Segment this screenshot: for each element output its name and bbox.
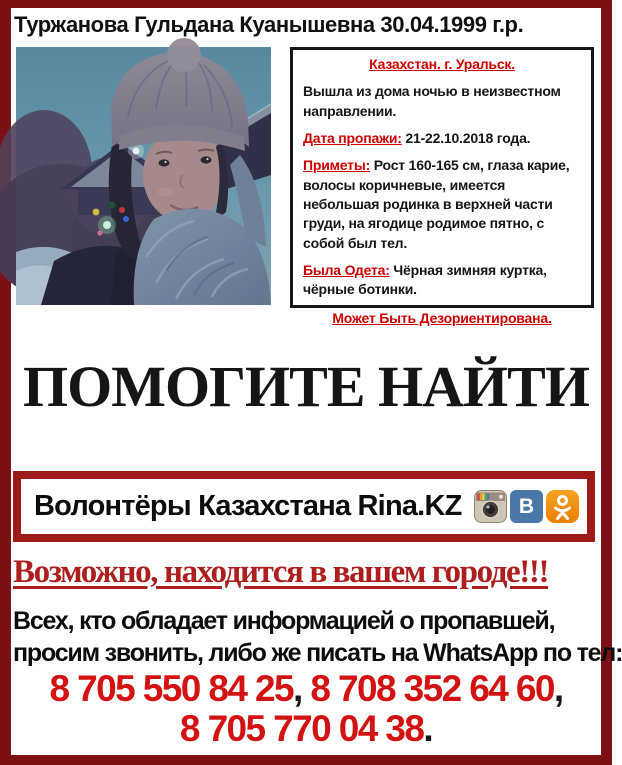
- appeal-line-1: Всех, кто обладает информацией о пропавшей,: [13, 607, 555, 635]
- clothes-value: Чёрная зимняя куртка, чёрные ботинки.: [303, 261, 547, 298]
- phone-separator: .: [423, 707, 433, 749]
- vk-icon: [510, 490, 543, 523]
- date-label: Дата пропажи:: [303, 129, 402, 146]
- phone-number-2: 8 708 352 64 60: [310, 668, 554, 709]
- disoriented-warning-text: Может Быть Дезориентирована.: [332, 310, 552, 327]
- volunteers-bar: [13, 471, 595, 542]
- clothes-line: [303, 261, 581, 300]
- info-box: [290, 47, 594, 327]
- phone-number-3: 8 705 770 04 38: [179, 707, 424, 749]
- clothes-label: Была Одета:: [303, 261, 390, 278]
- phone-line-1: [11, 669, 601, 709]
- phone-separator: ,: [292, 668, 311, 709]
- phone-numbers: [11, 669, 601, 749]
- volunteers-label: Волонтёры Казахстана Rina.KZ: [34, 490, 462, 522]
- phone-separator: ,: [553, 668, 563, 709]
- city-alert-line: Возможно, находится в вашем городе!!!: [13, 554, 549, 590]
- location-line: [303, 55, 581, 74]
- social-icons: [474, 490, 579, 523]
- ok-icon: [546, 490, 579, 523]
- photo-illustration: [16, 47, 271, 305]
- instagram-icon: [474, 490, 507, 523]
- date-value: 21-22.10.2018 года.: [401, 129, 531, 146]
- appeal-text: [13, 606, 622, 669]
- location-text: Казахстан. г. Уральск.: [369, 56, 515, 72]
- appeal-line-2: просим звонить, либо же писать на WhatsApp по тел:: [13, 638, 622, 667]
- poster-title: Туржанова Гульдана Куанышевна 30.04.1999 г.р.: [14, 12, 524, 37]
- date-line: [303, 129, 581, 148]
- missing-person-photo: [16, 47, 271, 305]
- signs-label: Приметы:: [303, 157, 371, 174]
- left-home-line: Вышла из дома ночью в неизвестном направлении.: [303, 83, 561, 119]
- vk-letter: В: [518, 494, 535, 518]
- signs-line: [303, 156, 581, 253]
- signs-value: Рост 160-165 см, глаза карие, волосы коричневые, имеется небольшая родинка в верхней части груди, на ягодице родимое пятно, с собой был тел.: [303, 157, 570, 251]
- phone-number-1: 8 705 550 84 25: [49, 668, 293, 709]
- phone-line-2: [11, 709, 601, 749]
- help-find-headline: ПОМОГИТЕ НАЙТИ: [23, 354, 589, 419]
- disoriented-warning: [303, 309, 581, 328]
